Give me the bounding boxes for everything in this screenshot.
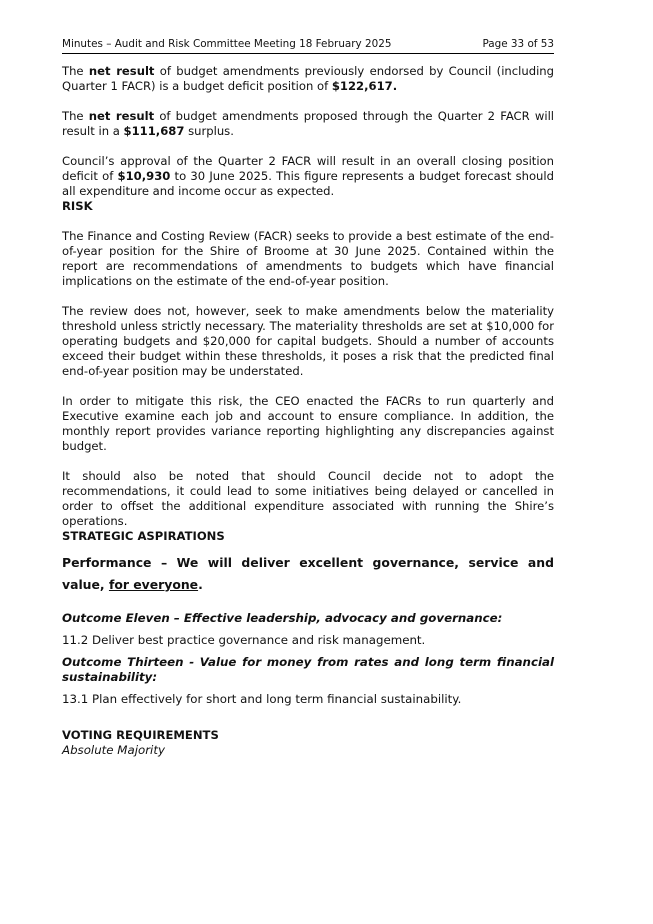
net-result-paragraph-1: The net result of budget amendments previously endorsed by Council (including Quarter 1 FACR) is a budget deficit position of $122,617.: [62, 64, 554, 93]
net-result-paragraph-2: The net result of budget amendments proposed through the Quarter 2 FACR will result in a $111,687 surplus.: [62, 109, 555, 138]
document-body: [62, 64, 554, 758]
outcome-thirteen-item: 13.1 Plan effectively for short and long term financial sustainability.: [62, 692, 462, 706]
header-title: Minutes – Audit and Risk Committee Meeting 18 February 2025: [62, 38, 392, 50]
outcome-eleven-heading: Outcome Eleven – Effective leadership, advocacy and governance:: [62, 611, 503, 625]
risk-paragraph-4: It should also be noted that should Council decide not to adopt the recommendations, it could lead to some initiatives being delayed or cancelled in order to offset the additional expenditure associated with running the Shire’s operations.: [62, 469, 554, 528]
page-number: Page 33 of 53: [482, 38, 554, 50]
voting-requirements-value: Absolute Majority: [62, 743, 165, 757]
risk-paragraph-3: In order to mitigate this risk, the CEO enacted the FACRs to run quarterly and Executive examine each job and account to ensure compliance. In addition, the monthly report provides variance reporting highlighting any discrepancies against budget.: [62, 394, 554, 453]
outcome-eleven-item: 11.2 Deliver best practice governance and risk management.: [62, 633, 426, 647]
strategic-aspirations-heading: STRATEGIC ASPIRATIONS: [62, 529, 225, 543]
risk-heading: RISK: [62, 199, 93, 213]
page-header: [62, 38, 554, 54]
risk-paragraph-2: The review does not, however, seek to make amendments below the materiality threshold unless strictly necessary. The materiality thresholds are set at $10,000 for operating budgets and $20,000 for capital budgets. Should a number of accounts exceed their budget within these thresholds, it poses a risk that the predicted final end-of-year position may be understated.: [62, 304, 554, 378]
closing-position-paragraph: Council’s approval of the Quarter 2 FACR will result in an overall closing position deficit of $10,930 to 30 June 2025. This figure represents a budget forecast should all expenditure and income occur as expected.: [62, 154, 554, 198]
risk-paragraph-1: The Finance and Costing Review (FACR) seeks to provide a best estimate of the end-of-year position for the Shire of Broome at 30 June 2025. Contained within the report are recommendations of amendments to budgets which have financial implications on the estimate of the end-of-year position.: [62, 229, 554, 288]
voting-requirements-heading: VOTING REQUIREMENTS: [62, 728, 219, 742]
outcome-thirteen-heading: Outcome Thirteen - Value for money from rates and long term financial sustainability:: [62, 655, 554, 684]
performance-statement: Performance – We will deliver excellent governance, service and value, for everyone.: [62, 555, 554, 592]
